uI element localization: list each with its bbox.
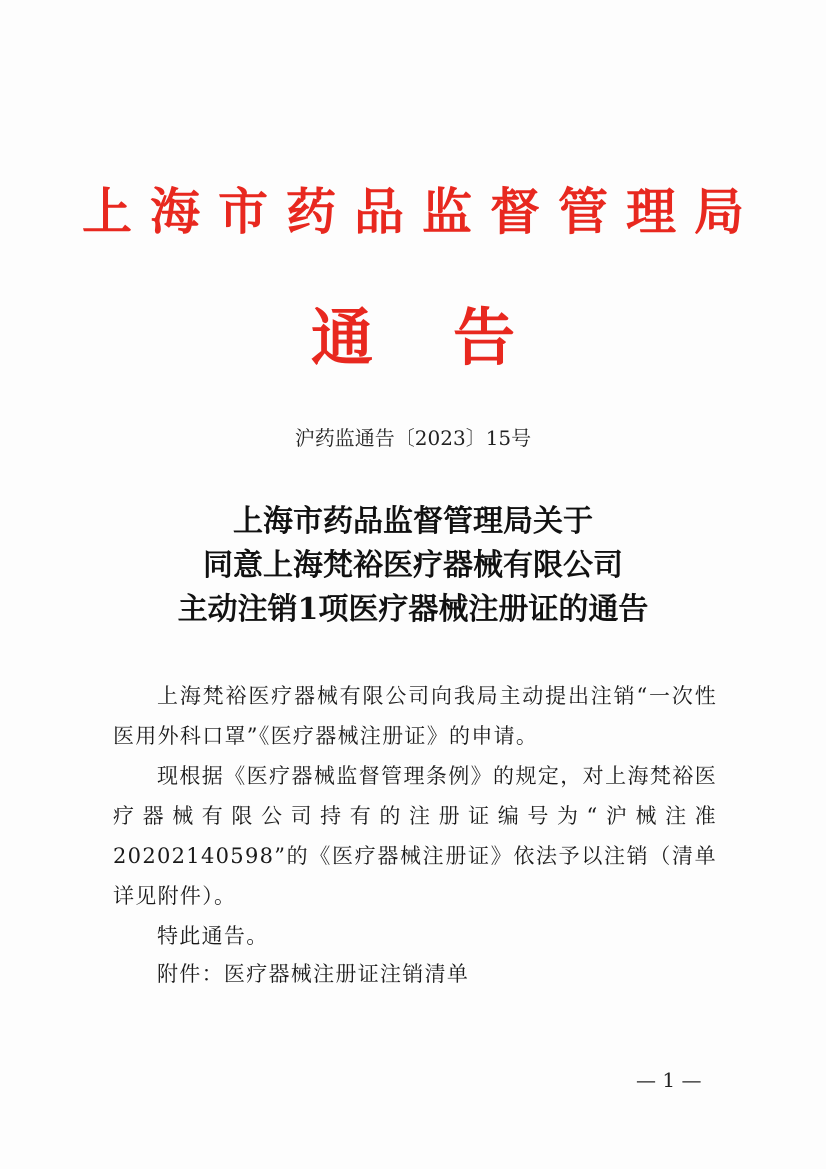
body-paragraph: 上海梵裕医疗器械有限公司向我局主动提出注销“一次性医用外科口罩”《医疗器械注册证》的申请。 (113, 684, 717, 748)
issuer-name: 上海市药品监督管理局 (82, 182, 762, 241)
document-type-char: 通 (310, 301, 373, 374)
document-type-char: 告 (453, 301, 516, 374)
document-body (113, 676, 717, 956)
title-line: 同意上海梵裕医疗器械有限公司 (203, 548, 623, 583)
document-type-heading (0, 302, 826, 374)
document-number: 沪药监通告〔2023〕15号 (294, 426, 532, 450)
body-paragraph: 特此通告。 (157, 924, 269, 948)
attachment-note: 附件：医疗器械注册证注销清单 (157, 962, 470, 986)
body-paragraph: 现根据《医疗器械监督管理条例》的规定，对上海梵裕医疗器械有限公司持有的注册证编号为“沪械注准20202140598”的《医疗器械注册证》依法予以注销（清单详见附件）。 (113, 764, 717, 908)
page-number: — 1 — (636, 1068, 702, 1092)
title-line: 上海市药品监督管理局关于 (233, 504, 593, 539)
document-title (0, 500, 826, 632)
title-line: 主动注销1项医疗器械注册证的通告 (177, 592, 649, 627)
